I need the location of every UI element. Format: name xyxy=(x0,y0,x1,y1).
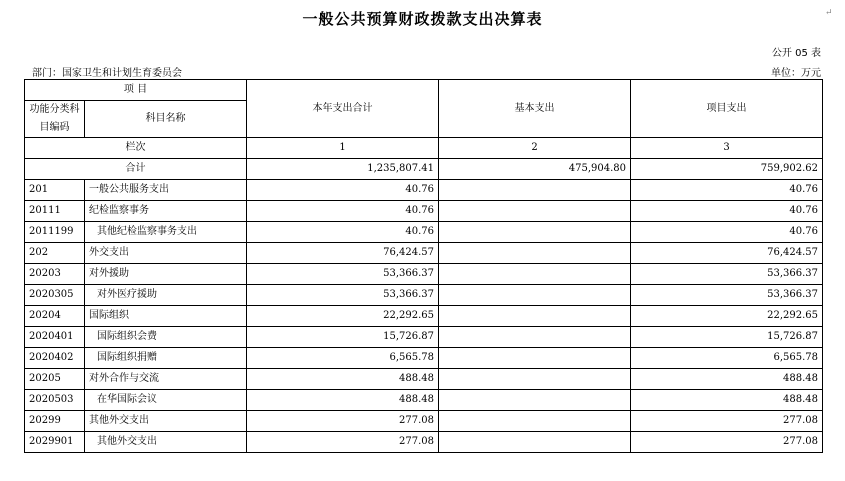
row-project: 277.08 xyxy=(631,411,823,432)
table-row xyxy=(25,285,823,306)
row-name: 其他外交支出 xyxy=(85,411,247,432)
header-item: 项 目 xyxy=(25,80,247,101)
row-name: 国际组织会费 xyxy=(85,327,247,348)
row-code: 20299 xyxy=(25,411,85,432)
row-basic xyxy=(439,432,631,453)
row-project: 6,565.78 xyxy=(631,348,823,369)
row-total: 488.48 xyxy=(247,369,439,390)
row-name: 一般公共服务支出 xyxy=(85,180,247,201)
row-total: 53,366.37 xyxy=(247,264,439,285)
row-basic xyxy=(439,327,631,348)
row-project: 40.76 xyxy=(631,222,823,243)
row-project: 40.76 xyxy=(631,201,823,222)
row-code: 20205 xyxy=(25,369,85,390)
row-basic xyxy=(439,180,631,201)
index-row xyxy=(25,138,823,159)
row-code: 202 xyxy=(25,243,85,264)
row-basic xyxy=(439,390,631,411)
row-code: 2011199 xyxy=(25,222,85,243)
row-name: 国际组织捐赠 xyxy=(85,348,247,369)
row-basic xyxy=(439,201,631,222)
table-row xyxy=(25,180,823,201)
basic-total-value: 475,904.80 xyxy=(439,159,631,180)
row-name: 外交支出 xyxy=(85,243,247,264)
header-row-item xyxy=(25,80,823,101)
row-name: 对外医疗援助 xyxy=(85,285,247,306)
paragraph-mark-icon: ↵ xyxy=(825,8,833,18)
row-code: 2020401 xyxy=(25,327,85,348)
row-total: 6,565.78 xyxy=(247,348,439,369)
table-row xyxy=(25,306,823,327)
row-code: 20204 xyxy=(25,306,85,327)
table-row xyxy=(25,243,823,264)
row-total: 488.48 xyxy=(247,390,439,411)
table-number: 公开 05 表 xyxy=(771,48,821,59)
row-total: 76,424.57 xyxy=(247,243,439,264)
unit-label: 单位：万元 xyxy=(771,68,821,79)
row-code: 2020305 xyxy=(25,285,85,306)
row-total: 40.76 xyxy=(247,180,439,201)
row-code: 201 xyxy=(25,180,85,201)
table-row xyxy=(25,411,823,432)
header-project: 项目支出 xyxy=(631,80,823,138)
row-code: 2020503 xyxy=(25,390,85,411)
row-project: 40.76 xyxy=(631,180,823,201)
row-basic xyxy=(439,243,631,264)
row-basic xyxy=(439,222,631,243)
row-total: 277.08 xyxy=(247,411,439,432)
row-code: 2029901 xyxy=(25,432,85,453)
table-row xyxy=(25,222,823,243)
index-col-1: 1 xyxy=(247,138,439,159)
row-project: 53,366.37 xyxy=(631,264,823,285)
row-total: 15,726.87 xyxy=(247,327,439,348)
table-row xyxy=(25,390,823,411)
row-name: 在华国际会议 xyxy=(85,390,247,411)
row-total: 40.76 xyxy=(247,222,439,243)
row-code: 20203 xyxy=(25,264,85,285)
row-basic xyxy=(439,411,631,432)
project-total-value: 759,902.62 xyxy=(631,159,823,180)
row-total: 277.08 xyxy=(247,432,439,453)
row-total: 22,292.65 xyxy=(247,306,439,327)
row-project: 277.08 xyxy=(631,432,823,453)
header-basic: 基本支出 xyxy=(439,80,631,138)
row-project: 488.48 xyxy=(631,390,823,411)
index-col-3: 3 xyxy=(631,138,823,159)
row-name: 国际组织 xyxy=(85,306,247,327)
row-name: 其他外交支出 xyxy=(85,432,247,453)
table-row xyxy=(25,327,823,348)
row-basic xyxy=(439,264,631,285)
table-row xyxy=(25,369,823,390)
table-row xyxy=(25,201,823,222)
expenditure-table xyxy=(24,79,823,453)
row-name: 对外援助 xyxy=(85,264,247,285)
row-code: 2020402 xyxy=(25,348,85,369)
table-row xyxy=(25,348,823,369)
row-basic xyxy=(439,285,631,306)
index-label: 栏次 xyxy=(25,138,247,159)
row-project: 53,366.37 xyxy=(631,285,823,306)
header-name: 科目名称 xyxy=(85,101,247,138)
row-project: 22,292.65 xyxy=(631,306,823,327)
table-row xyxy=(25,264,823,285)
total-row xyxy=(25,159,823,180)
row-project: 15,726.87 xyxy=(631,327,823,348)
index-col-2: 2 xyxy=(439,138,631,159)
header-total: 本年支出合计 xyxy=(247,80,439,138)
row-basic xyxy=(439,306,631,327)
department-label: 部门：国家卫生和计划生育委员会 xyxy=(32,68,182,79)
total-value: 1,235,807.41 xyxy=(247,159,439,180)
total-label: 合计 xyxy=(25,159,247,180)
row-total: 53,366.37 xyxy=(247,285,439,306)
row-name: 纪检监察事务 xyxy=(85,201,247,222)
header-code: 功能分类科目编码 xyxy=(25,101,85,138)
document-title: 一般公共预算财政拨款支出决算表 xyxy=(302,10,543,28)
row-name: 其他纪检监察事务支出 xyxy=(85,222,247,243)
row-name: 对外合作与交流 xyxy=(85,369,247,390)
row-project: 76,424.57 xyxy=(631,243,823,264)
row-basic xyxy=(439,348,631,369)
row-project: 488.48 xyxy=(631,369,823,390)
row-basic xyxy=(439,369,631,390)
table-row xyxy=(25,432,823,453)
row-code: 20111 xyxy=(25,201,85,222)
row-total: 40.76 xyxy=(247,201,439,222)
